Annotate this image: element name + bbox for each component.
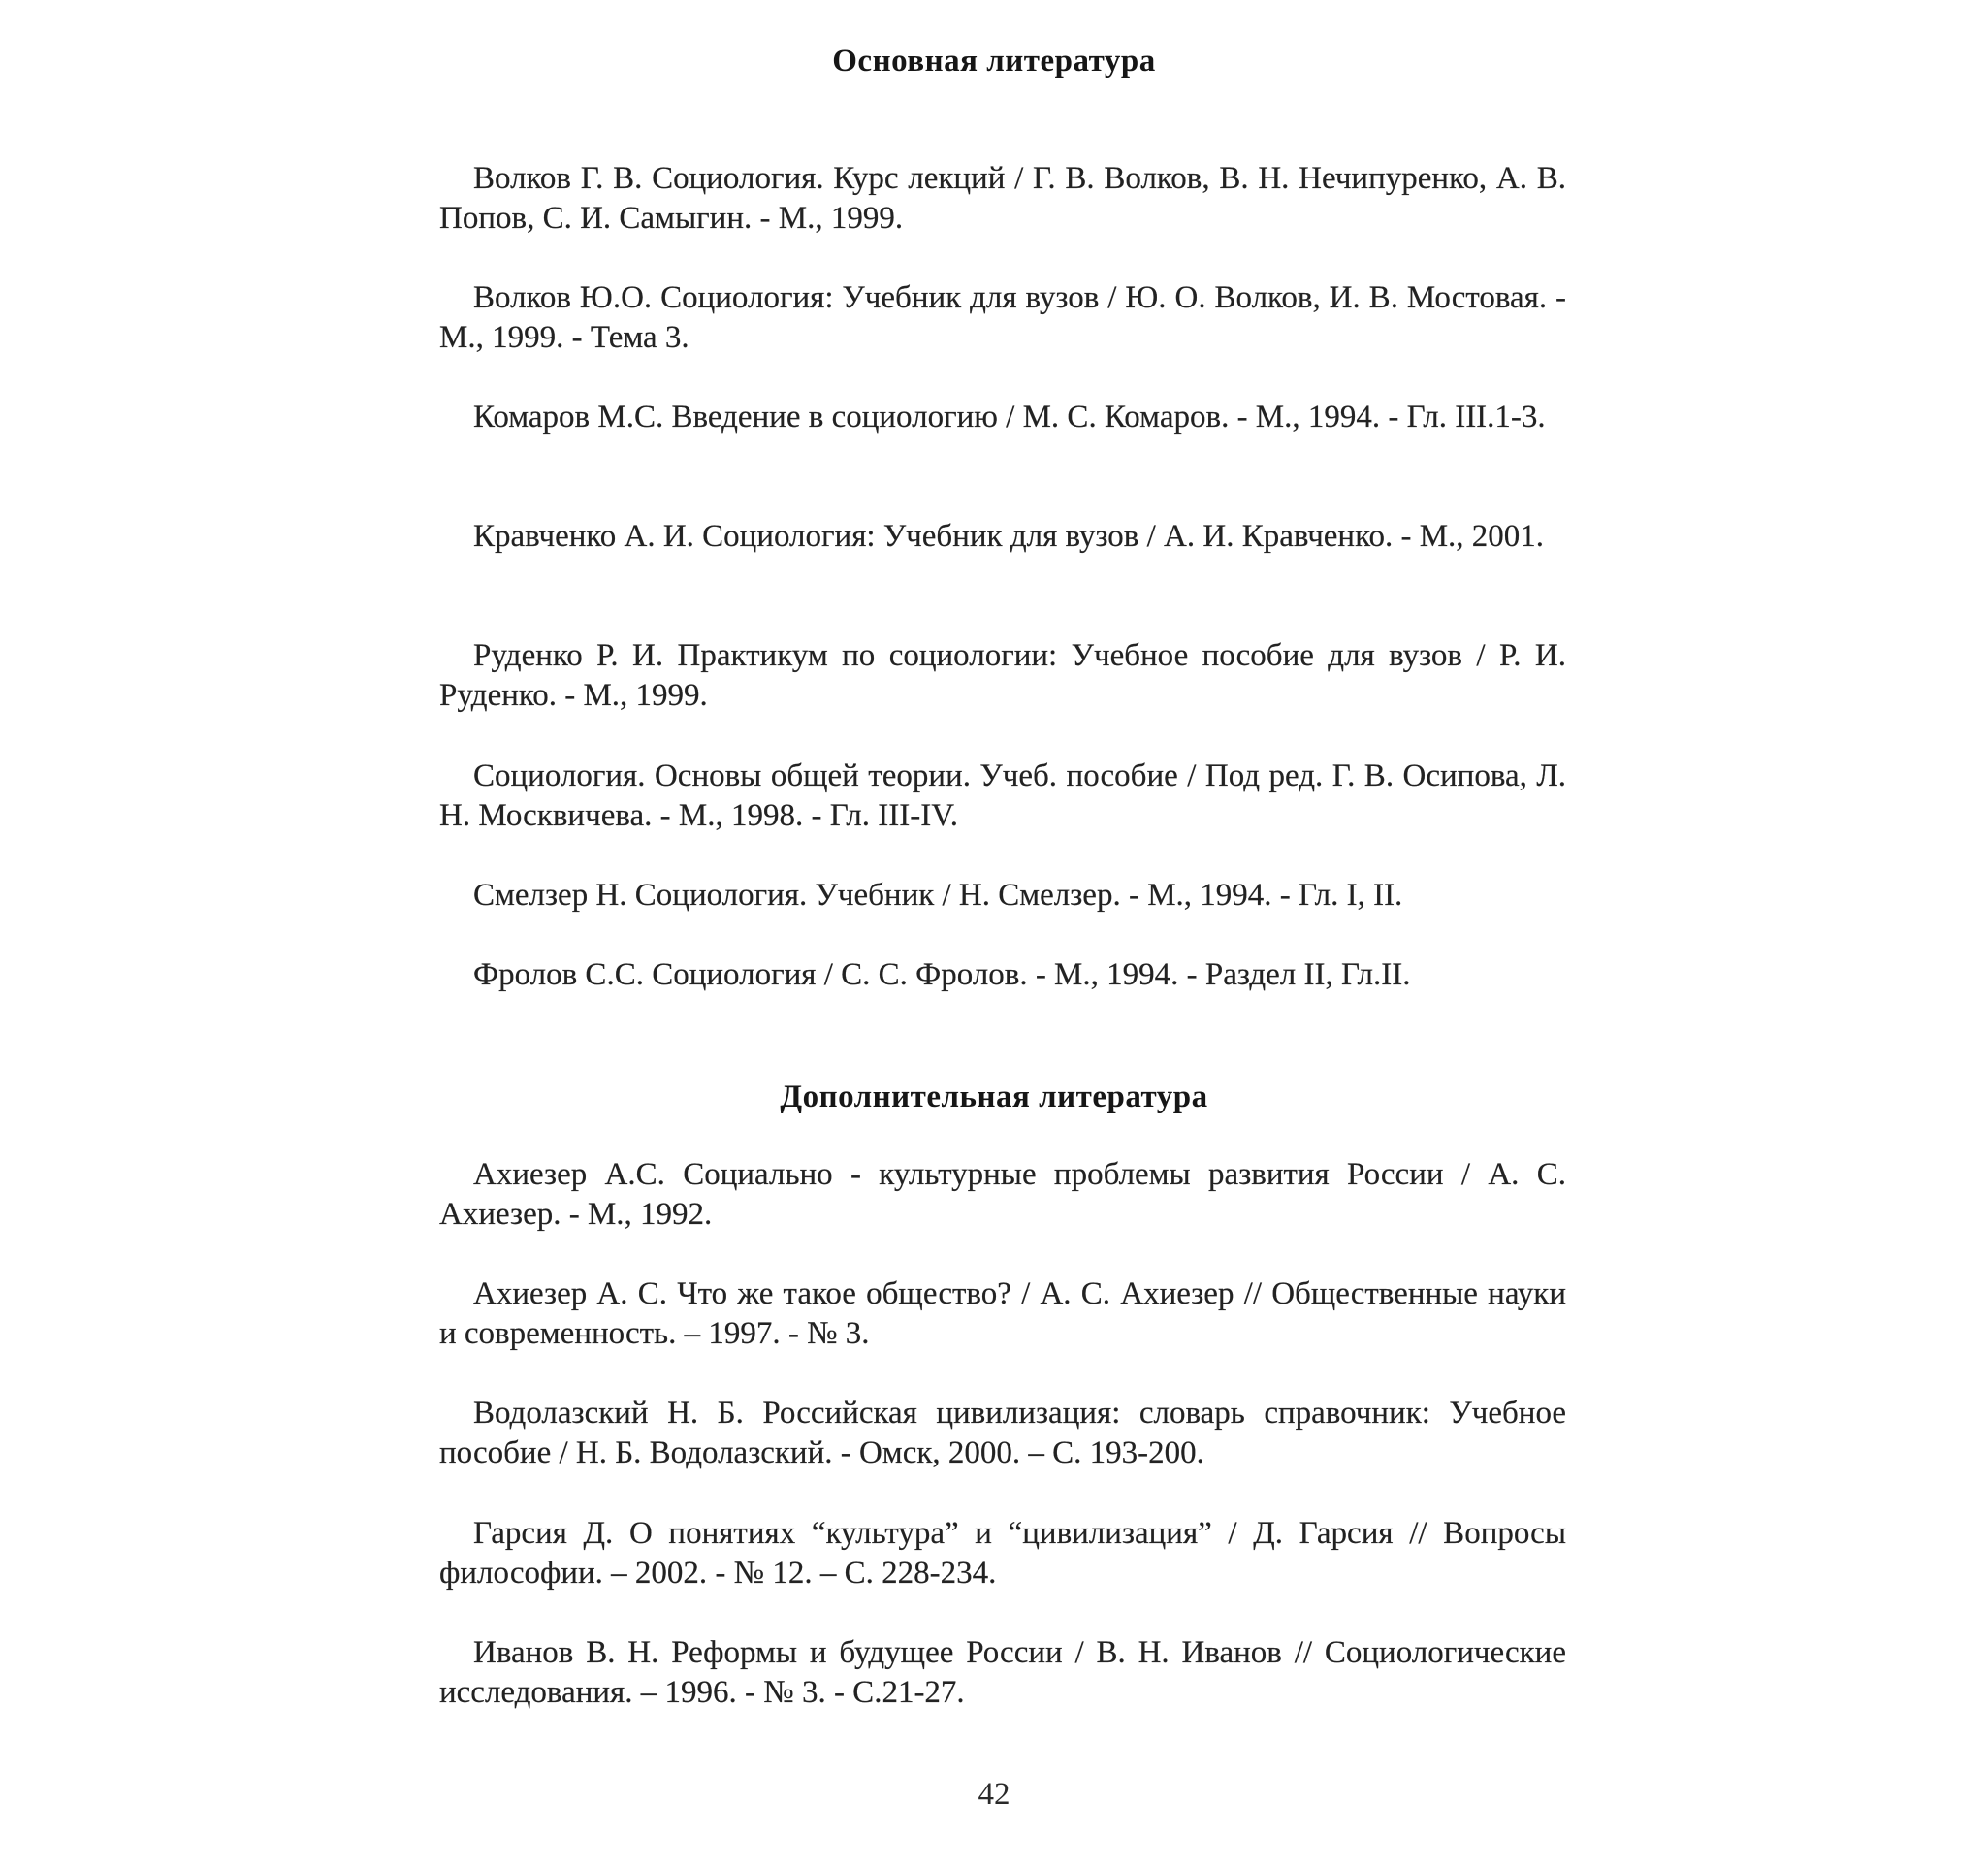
main-literature-entry: Волков Г. В. Социология. Курс лекций / Г. В. Волков, В. Н. Нечипуренко, А. В. Попов, С. И. Самыгин. - М., 1999.	[439, 161, 1566, 236]
additional-literature-heading: Дополнительная литература	[780, 1079, 1208, 1114]
main-literature-entry: Фролов С.С. Социология / С. С. Фролов. - М., 1994. - Раздел II, Гл.II.	[473, 957, 1411, 992]
additional-literature-entry: Водолазский Н. Б. Российская цивилизация: словарь справочник: Учебное пособие / Н. Б. Водолазский. - Омск, 2000. – С. 193-200.	[439, 1396, 1566, 1470]
additional-literature-entry: Ахиезер А. С. Что же такое общество? / А. С. Ахиезер // Общественные науки и современность. – 1997. - № 3.	[439, 1276, 1566, 1351]
additional-literature-entry: Иванов В. Н. Реформы и будущее России / В. Н. Иванов // Социологические исследования. – 1996. - № 3. - С.21-27.	[439, 1635, 1566, 1710]
main-literature-entry: Волков Ю.О. Социология: Учебник для вузов / Ю. О. Волков, И. В. Мостовая. - М., 1999. - Тема 3.	[439, 280, 1566, 355]
main-literature-entry: Руденко Р. И. Практикум по социологии: Учебное пособие для вузов / Р. И. Руденко. - М., 1999.	[439, 638, 1566, 713]
main-literature-entry: Смелзер Н. Социология. Учебник / Н. Смелзер. - М., 1994. - Гл. I, II.	[473, 878, 1403, 913]
additional-literature-entry: Ахиезер А.С. Социально - культурные проблемы развития России / А. С. Ахиезер. - М., 1992.	[439, 1157, 1566, 1232]
main-literature-heading: Основная литература	[832, 44, 1156, 79]
main-literature-entry: Кравченко А. И. Социология: Учебник для вузов / А. И. Кравченко. - М., 2001.	[473, 519, 1545, 554]
additional-literature-entry: Гарсия Д. О понятиях “культура” и “цивилизация” / Д. Гарсия // Вопросы философии. – 2002. - № 12. – С. 228-234.	[439, 1516, 1566, 1591]
main-literature-entry: Социология. Основы общей теории. Учеб. пособие / Под ред. Г. В. Осипова, Л. Н. Москвичева. - М., 1998. - Гл. III-IV.	[439, 758, 1566, 833]
page-number: 42	[978, 1777, 1010, 1812]
main-literature-entry: Комаров М.С. Введение в социологию / М. С. Комаров. - М., 1994. - Гл. III.1-3.	[473, 400, 1546, 435]
